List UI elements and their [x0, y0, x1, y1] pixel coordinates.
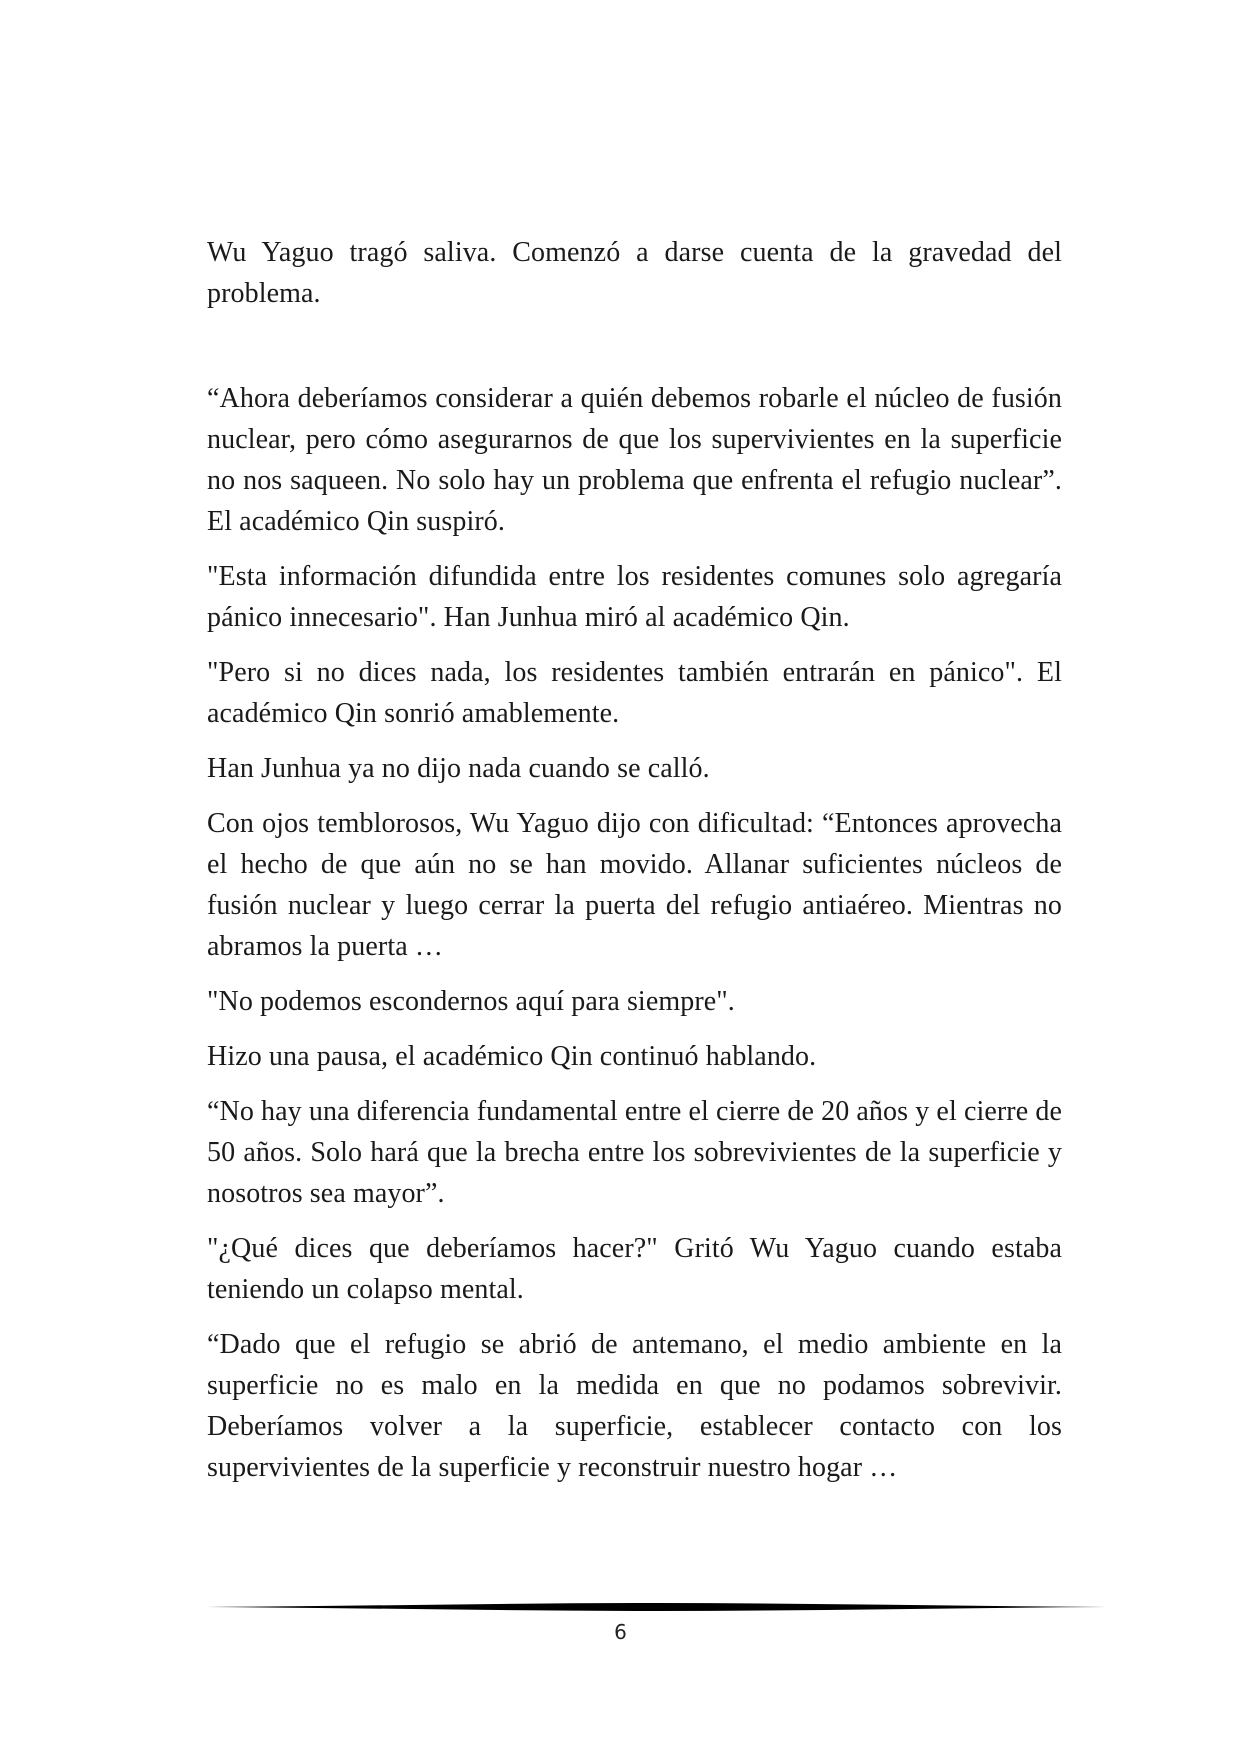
paragraph: Con ojos temblorosos, Wu Yaguo dijo con dificultad: “Entonces aprovecha el hecho de que aún no se han movido. Allanar suficientes núcleos de fusión nuclear y luego cerrar la puerta del refugio antiaéreo. Mientras no abramos la puerta … — [207, 808, 1062, 962]
paragraph: "No podemos escondernos aquí para siempre". — [207, 986, 735, 1017]
paragraph: “Ahora deberíamos considerar a quién debemos robarle el núcleo de fusión nuclear, pero cómo asegurarnos de que los supervivientes en la superficie no nos saqueen. No solo hay un problema que enfrenta el refugio nuclear”. El académico Qin suspiró. — [207, 383, 1062, 537]
paragraph: "Esta información difundida entre los residentes comunes solo agregaría pánico innecesario". Han Junhua miró al académico Qin. — [207, 561, 1062, 633]
page-number: 6 — [614, 1620, 627, 1644]
footer-divider — [207, 1602, 1107, 1612]
paragraph: “No hay una diferencia fundamental entre el cierre de 20 años y el cierre de 50 años. Solo hará que la brecha entre los sobrevivientes de la superficie y nosotros sea mayor”. — [207, 1096, 1062, 1209]
paragraph: “Dado que el refugio se abrió de antemano, el medio ambiente en la superficie no es malo en la medida en que no podamos sobrevivir. Deberíamos volver a la superficie, establecer contacto con los supervivientes de la superficie y reconstruir nuestro hogar … — [207, 1329, 1062, 1483]
paragraph: "¿Qué dices que deberíamos hacer?" Gritó Wu Yaguo cuando estaba teniendo un colapso mental. — [207, 1233, 1062, 1305]
body-text — [207, 232, 1062, 1502]
paragraph: Han Junhua ya no dijo nada cuando se calló. — [207, 753, 710, 784]
paragraph: Hizo una pausa, el académico Qin continuó hablando. — [207, 1041, 817, 1072]
paragraph: "Pero si no dices nada, los residentes también entrarán en pánico". El académico Qin sonrió amablemente. — [207, 657, 1062, 729]
paragraph: Wu Yaguo tragó saliva. Comenzó a darse cuenta de la gravedad del problema. — [207, 237, 1062, 309]
